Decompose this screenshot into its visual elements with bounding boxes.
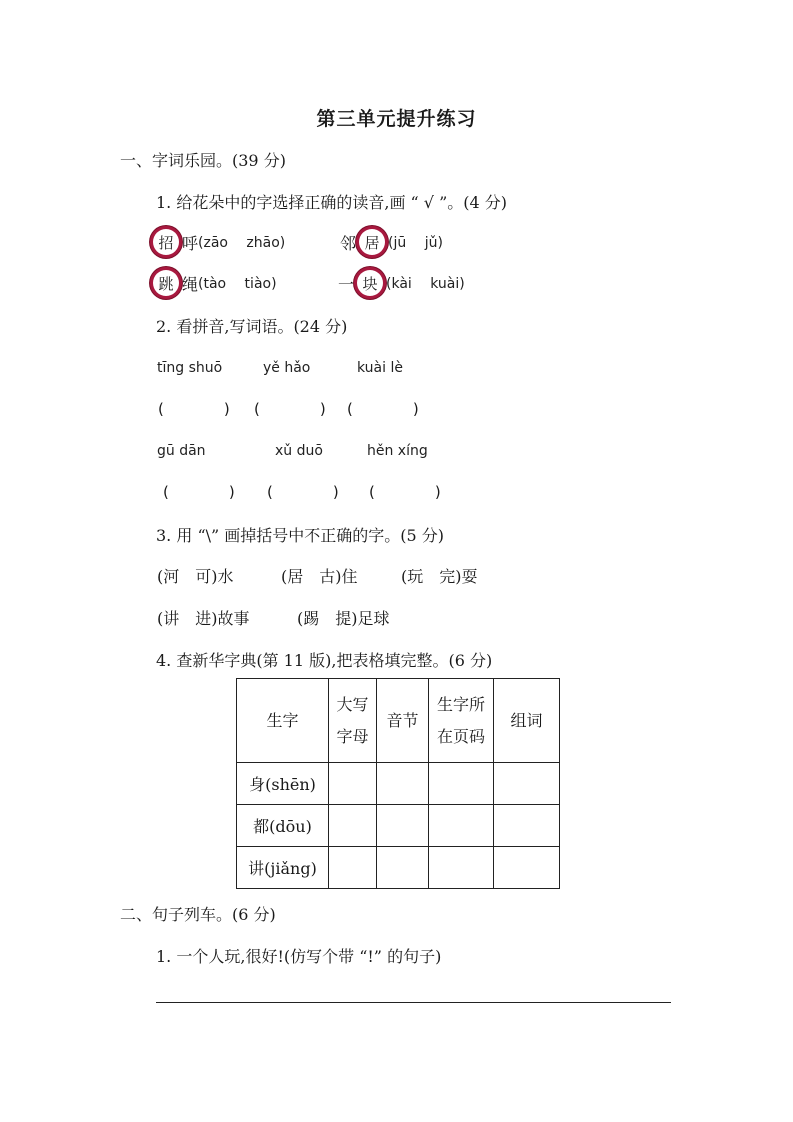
word-suffix: 呼 [182,233,199,253]
flower-icon [359,229,385,255]
flower-item-2 [340,229,443,255]
question-1-prompt: 1. 给花朵中的字选择正确的读音,画 “ √ ”。(4 分) [156,193,508,212]
page-title: 第三单元提升练习 [316,108,477,130]
flower-item-3 [150,270,277,296]
question-4-prompt: 4. 查新华字典(第 11 版),把表格填完整。(6 分) [156,651,493,670]
header-cell: 生字所 在页码 [429,679,494,763]
input-cell[interactable] [429,763,494,805]
input-cell[interactable] [329,763,377,805]
section-1-heading: 一、字词乐园。(39 分) [120,151,286,170]
flower-char: 居 [364,233,380,252]
input-cell[interactable] [494,847,560,889]
pinyin-6: hěn xíng [367,443,428,459]
input-cell[interactable] [377,805,429,847]
flower-char: 块 [362,274,378,293]
pinyin-4: gū dān [157,443,206,459]
word-prefix: 一 [338,274,355,294]
input-cell[interactable] [377,763,429,805]
header-cell: 大写 字母 [329,679,377,763]
char-cell: 讲(jiǎng) [237,847,329,889]
answer-blank-4[interactable]: ( ) [163,483,235,501]
input-cell[interactable] [494,805,560,847]
answer-blank-2[interactable]: ( ) [254,400,326,418]
pinyin-2: yě hǎo [263,360,311,376]
pinyin-1: tīng shuō [157,360,223,376]
question-3-prompt: 3. 用 “\” 画掉括号中不正确的字。(5 分) [156,526,445,545]
choice-group-1[interactable]: (河 可)水 [157,567,234,586]
table-header-row [237,679,560,763]
table-row [237,847,560,889]
input-cell[interactable] [494,763,560,805]
input-cell[interactable] [329,847,377,889]
input-cell[interactable] [429,847,494,889]
pinyin-3: kuài lè [357,360,403,376]
input-cell[interactable] [329,805,377,847]
header-cell: 生字 [237,679,329,763]
flower-item-4 [338,270,465,296]
choice-group-2[interactable]: (居 古)住 [281,567,358,586]
input-cell[interactable] [377,847,429,889]
word-prefix: 邻 [340,233,357,253]
pinyin-options[interactable]: (zāo zhāo) [198,235,286,251]
answer-blank-5[interactable]: ( ) [267,483,339,501]
table-row [237,805,560,847]
choice-group-4[interactable]: (讲 进)故事 [157,609,250,628]
sentence-question-1-prompt: 1. 一个人玩,很好!(仿写个带 “!” 的句子) [156,947,442,966]
flower-icon [357,270,383,296]
pinyin-options[interactable]: (kài kuài) [386,276,465,292]
answer-line[interactable] [156,1002,671,1003]
header-cell: 组词 [494,679,560,763]
answer-blank-6[interactable]: ( ) [369,483,441,501]
answer-blank-1[interactable]: ( ) [158,400,230,418]
pinyin-options[interactable]: (jū jǔ) [388,235,443,251]
header-cell: 音节 [377,679,429,763]
flower-icon [153,270,179,296]
table-row [237,763,560,805]
flower-char: 跳 [158,274,174,293]
answer-blank-3[interactable]: ( ) [347,400,419,418]
choice-group-3[interactable]: (玩 完)耍 [401,567,478,586]
pinyin-5: xǔ duō [275,443,323,459]
flower-item-1 [150,229,285,255]
question-2-prompt: 2. 看拼音,写词语。(24 分) [156,317,348,336]
dictionary-table [236,678,560,889]
choice-group-5[interactable]: (踢 提)足球 [297,609,390,628]
char-cell: 都(dōu) [237,805,329,847]
char-cell: 身(shēn) [237,763,329,805]
flower-char: 招 [158,233,174,252]
flower-icon [153,229,179,255]
pinyin-options[interactable]: (tào tiào) [198,276,277,292]
word-suffix: 绳 [182,274,199,294]
input-cell[interactable] [429,805,494,847]
section-2-heading: 二、句子列车。(6 分) [120,905,276,924]
